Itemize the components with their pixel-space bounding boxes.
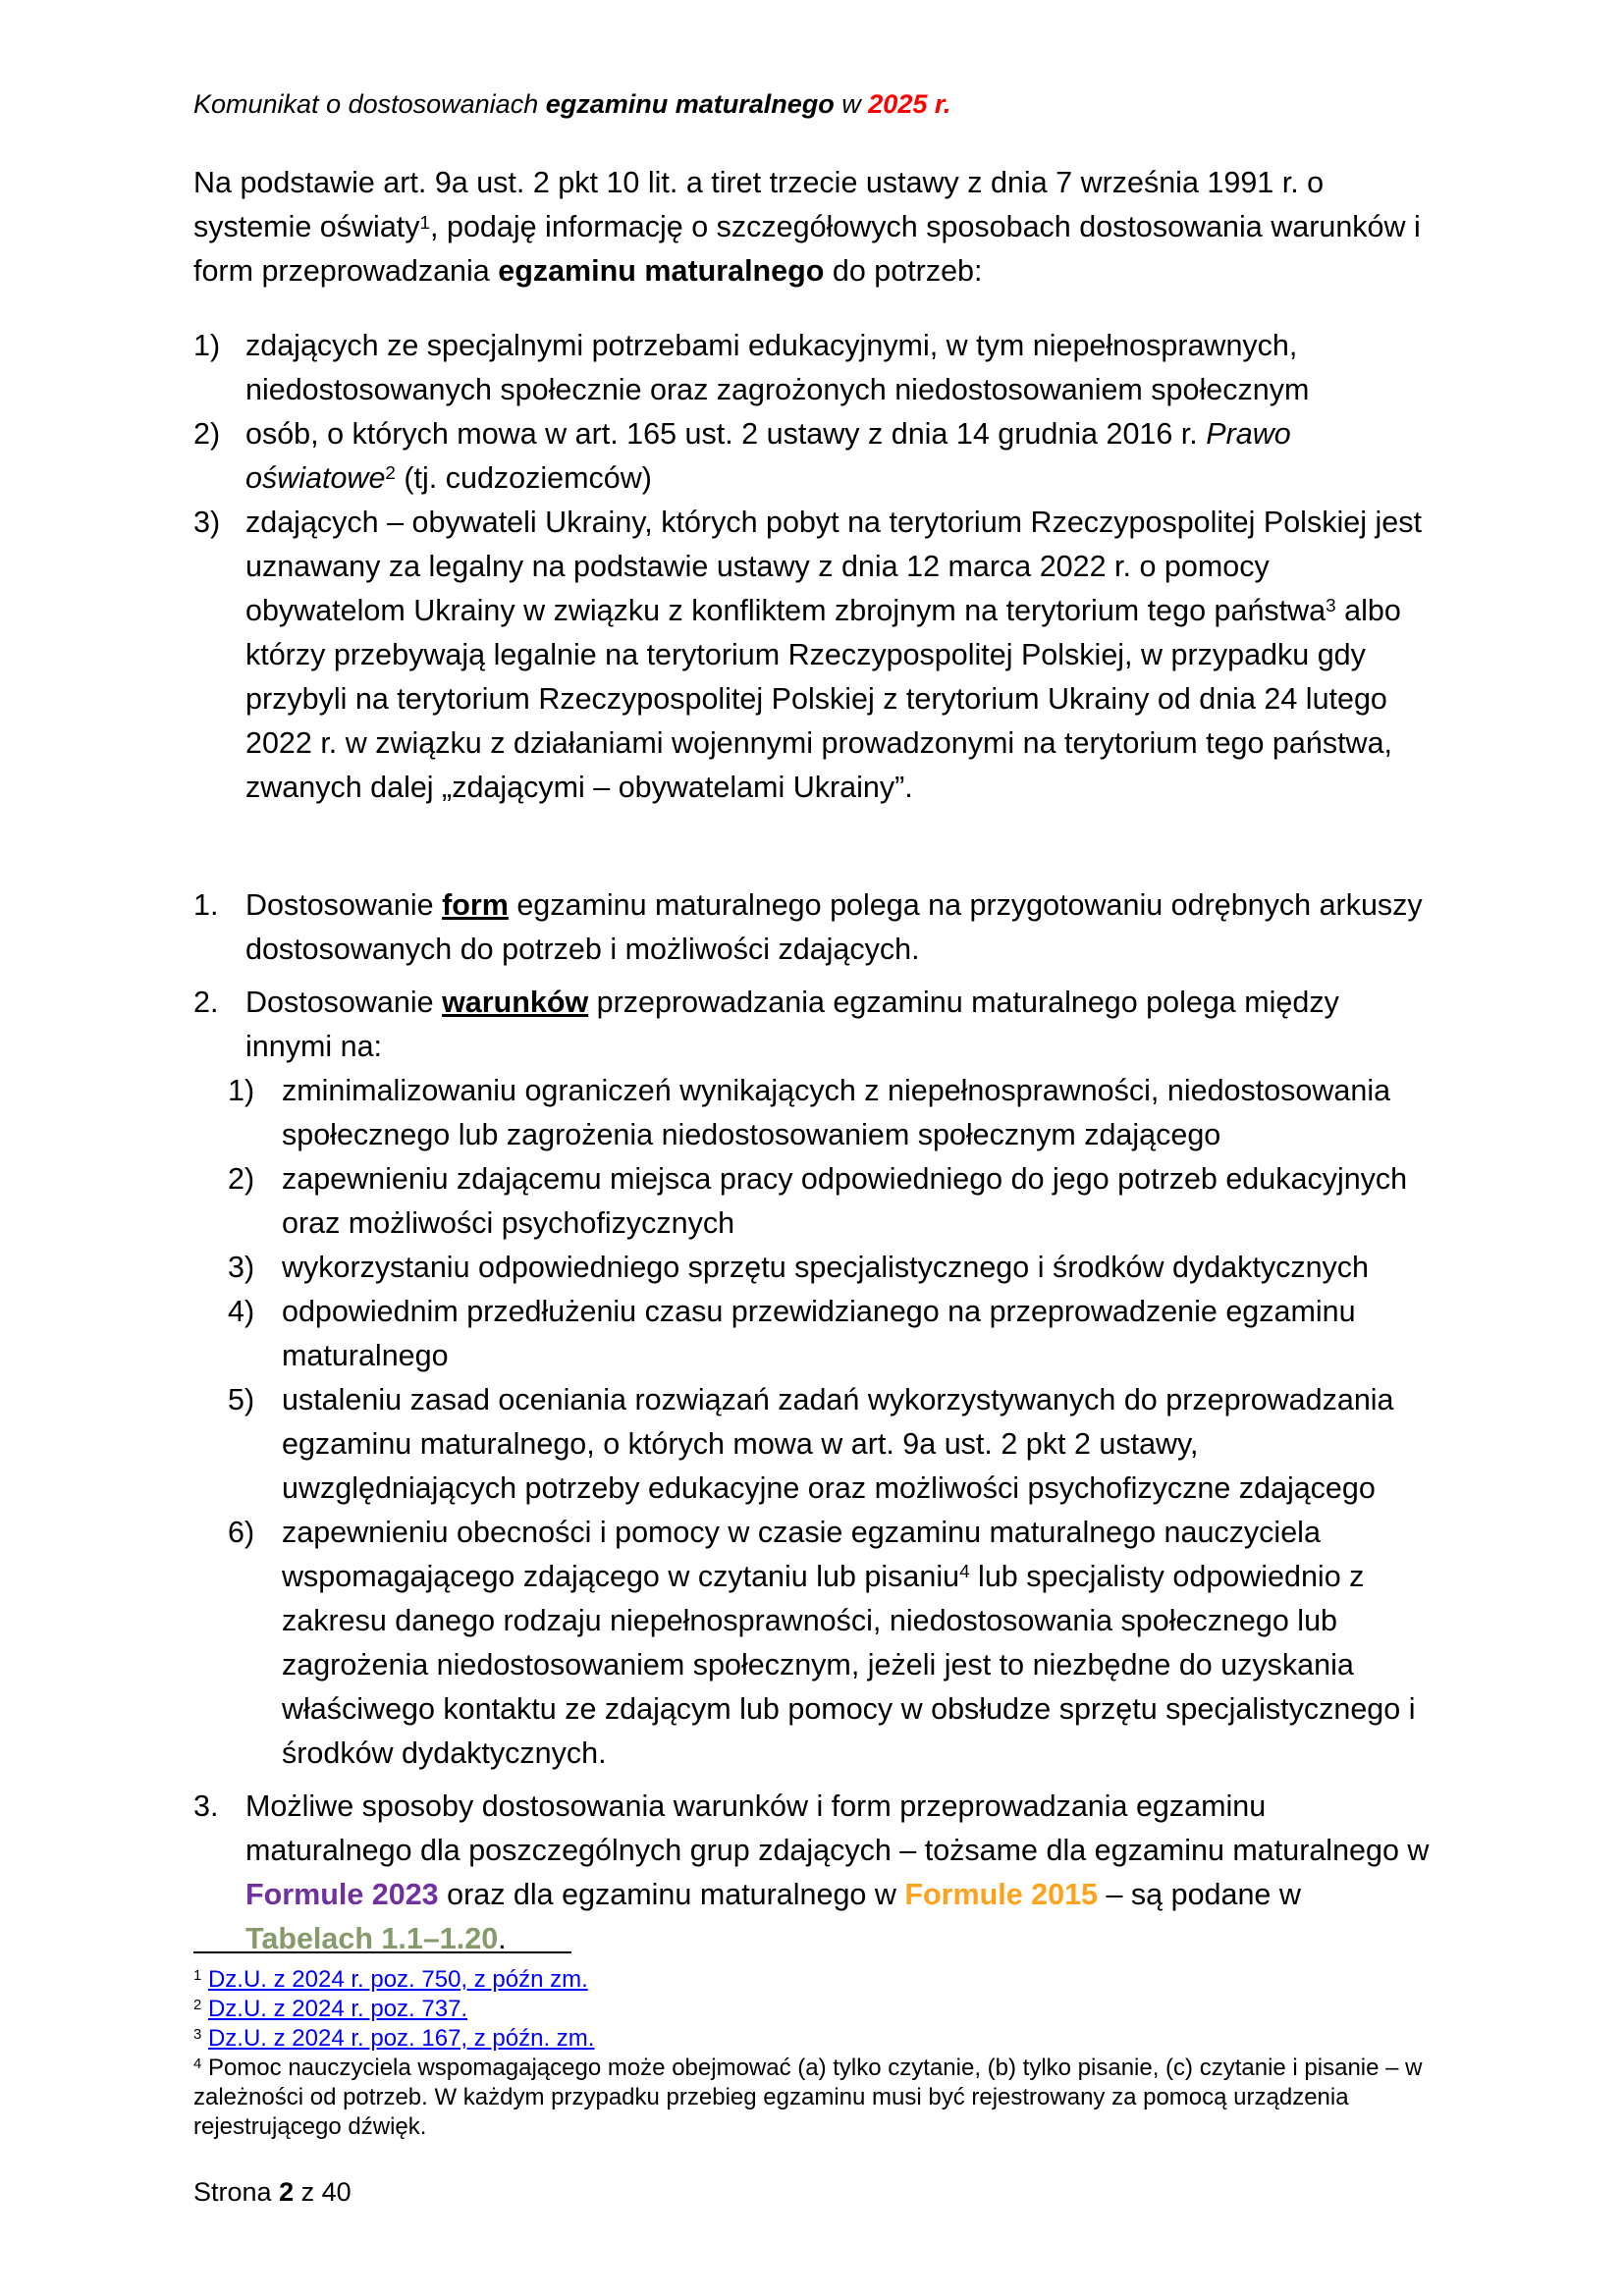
section-item-3 — [193, 1785, 1431, 1961]
emphasis-form: form — [442, 887, 509, 922]
law-title-italic: Prawo oświatowe — [245, 416, 1291, 495]
footnote-2 — [193, 1995, 1431, 2024]
text-segment: lub specjalisty odpowiednio z zakresu danego rodzaju niepełnosprawności, niedostosowania społecznego lub zagrożenia niedostosowaniem społecznym, jeżeli jest to niezbędne do uzyskania właściwego kontaktu ze zdającym lub pomocy w obsłudze sprzętu specjalistycznego i środków dydaktycznych. — [282, 1559, 1416, 1770]
list-marker: 2) — [228, 1161, 255, 1196]
footnote-text: Pomoc nauczyciela wspomagającego może obejmować (a) tylko czytanie, (b) tylko pisanie, (c) czytanie i pisanie – w zależności od potrzeb. W każdym przypadku przebieg egzaminu musi być rejestrowany za pomocą urządzenia rejestrującego dźwięk. — [193, 2055, 1423, 2140]
list-marker: 6) — [228, 1515, 255, 1549]
footnote-ref-4: 4 — [959, 1562, 970, 1582]
sub-item-1 — [228, 1069, 1431, 1157]
list-marker: 3) — [228, 1250, 255, 1284]
text-segment: Możliwe sposoby dostosowania warunków i form przeprowadzania egzaminu maturalnego dla poszczególnych grup zdających – tożsame dla egzaminu maturalnego w — [245, 1789, 1430, 1867]
header-year: 2025 r. — [868, 89, 951, 119]
section-text — [245, 981, 1431, 1069]
footnote-4 — [193, 2054, 1431, 2142]
list-marker: 3. — [193, 1789, 219, 1823]
sub-item-4 — [228, 1290, 1431, 1378]
list-item-text — [245, 501, 1431, 810]
document-header — [193, 86, 1431, 122]
footnote-separator — [193, 1951, 571, 1953]
intro-paragraph — [193, 161, 1431, 294]
text-segment: osób, o których mowa w art. 165 ust. 2 ustawy z dnia 14 grudnia 2016 r. — [245, 416, 1207, 451]
groups-list — [193, 324, 1431, 810]
formula-2023-label: Formule 2023 — [245, 1877, 439, 1911]
text-segment: do potrzeb: — [824, 254, 983, 288]
list-marker: 3) — [193, 505, 221, 539]
footnote-number: 2 — [193, 1998, 202, 2014]
list-marker: 2. — [193, 985, 219, 1019]
sub-item-3 — [228, 1246, 1431, 1290]
list-item-text — [282, 1511, 1431, 1776]
section-item-1 — [193, 883, 1431, 972]
list-item-group-2 — [193, 412, 1431, 501]
sub-item-6 — [228, 1511, 1431, 1776]
text-segment: albo którzy przebywają legalnie na terytorium Rzeczypospolitej Polskiej, w przypadku gdy przybyli na terytorium Rzeczypospolitej Polskiej z terytorium Ukrainy od dnia 24 lutego 2022 r. w związku z działaniami wojennymi prowadzonymi na terytorium tego państwa, zwanych dalej „zdającymi – obywatelami Ukrainy”. — [245, 593, 1401, 804]
footnote-ref-1: 1 — [419, 212, 431, 234]
list-item-group-1 — [193, 324, 1431, 412]
text-segment: – są podane w — [1098, 1877, 1301, 1911]
text-segment: egzaminu maturalnego polega na przygotowaniu odrębnych arkuszy dostosowanych do potrzeb i możliwości zdających. — [245, 887, 1423, 966]
page-number: 2 — [279, 2177, 295, 2207]
text-segment: , podaję informację o szczegółowych sposobach dostosowania warunków i form przeprowadzania — [193, 210, 1421, 288]
list-item-text: zminimalizowaniu ograniczeń wynikających z niepełnosprawności, niedostosowania społecznego lub zagrożenia niedostosowaniem społecznym zdającego — [282, 1073, 1391, 1151]
footnote-3 — [193, 2024, 1431, 2054]
footnote-number: 4 — [193, 2056, 202, 2073]
footnote-1 — [193, 1965, 1431, 1995]
text-segment: oraz dla egzaminu maturalnego w — [438, 1877, 905, 1911]
list-marker: 1) — [228, 1073, 255, 1107]
footnotes-section — [193, 1951, 1431, 2142]
list-marker: 5) — [228, 1382, 255, 1416]
footnote-ref-3: 3 — [1326, 596, 1336, 616]
text-segment: Dostosowanie — [245, 887, 443, 922]
text-segment: zdających – obywateli Ukrainy, których pobyt na terytorium Rzeczypospolitej Polskiej jest uznawany za legalny na podstawie ustawy z dnia 12 marca 2022 r. o pomocy obywatelom Ukrainy w związku z konfliktem zbrojnym na terytorium tego państwa — [245, 505, 1422, 627]
header-middle: w — [834, 89, 869, 119]
header-prefix: Komunikat o dostosowaniach — [193, 89, 546, 119]
list-marker: 4) — [228, 1294, 255, 1328]
emphasis-warunkow: warunków — [442, 985, 589, 1019]
sub-item-5 — [228, 1378, 1431, 1511]
text-segment: . — [498, 1921, 507, 1955]
section-text — [245, 1785, 1431, 1961]
footnote-number: 1 — [193, 1968, 202, 1985]
header-exam-name: egzaminu maturalnego — [545, 89, 835, 119]
tables-range-label: Tabelach 1.1–1.20 — [245, 1921, 499, 1955]
list-item-text: wykorzystaniu odpowiedniego sprzętu specjalistycznego i środków dydaktycznych — [282, 1250, 1370, 1284]
footnote-link-3[interactable]: Dz.U. z 2024 r. poz. 167, z późn. zm. — [207, 2025, 595, 2052]
footnote-number: 3 — [193, 2027, 202, 2044]
list-marker: 1. — [193, 887, 219, 922]
page-content — [193, 0, 1431, 1961]
list-item-text: ustaleniu zasad oceniania rozwiązań zadań wykorzystywanych do przeprowadzania egzaminu maturalnego, o których mowa w art. 9a ust. 2 pkt 2 ustawy, uwzględniających potrzeby edukacyjne oraz możliwości psychofizyczne zdającego — [282, 1382, 1394, 1505]
list-item-text: odpowiednim przedłużeniu czasu przewidzianego na przeprowadzenie egzaminu maturalnego — [282, 1294, 1356, 1372]
page-footer — [193, 2177, 352, 2208]
exam-name-bold: egzaminu maturalnego — [498, 254, 825, 288]
formula-2015-label: Formule 2015 — [904, 1877, 1099, 1911]
sub-item-2 — [228, 1157, 1431, 1246]
list-item-group-3 — [193, 501, 1431, 810]
list-marker: 2) — [193, 416, 221, 451]
footer-total: z 40 — [294, 2177, 352, 2207]
sections-list — [193, 883, 1431, 1961]
section-item-2 — [193, 981, 1431, 1069]
text-segment: Dostosowanie — [245, 985, 443, 1019]
section-text — [245, 883, 1431, 972]
footnote-ref-2: 2 — [385, 463, 396, 484]
list-item-text: zdających ze specjalnymi potrzebami edukacyjnymi, w tym niepełnosprawnych, niedostosowanych społecznie oraz zagrożonych niedostosowaniem społecznym — [245, 328, 1310, 406]
text-segment: zapewnieniu obecności i pomocy w czasie egzaminu maturalnego nauczyciela wspomagającego zdającego w czytaniu lub pisaniu — [282, 1515, 1321, 1593]
footer-label: Strona — [193, 2177, 280, 2207]
list-item-text: zapewnieniu zdającemu miejsca pracy odpowiedniego do jego potrzeb edukacyjnych oraz możliwości psychofizycznych — [282, 1161, 1408, 1240]
list-item-text — [245, 412, 1431, 501]
text-segment: przeprowadzania egzaminu maturalnego polega między innymi na: — [245, 985, 1339, 1063]
footnote-link-2[interactable]: Dz.U. z 2024 r. poz. 737. — [207, 1996, 468, 2022]
footnote-link-1[interactable]: Dz.U. z 2024 r. poz. 750, z późn zm. — [207, 1966, 588, 1993]
text-segment: Na podstawie art. 9a ust. 2 pkt 10 lit. a tiret trzecie ustawy z dnia 7 września 1991 r. o systemie oświaty — [193, 166, 1325, 243]
conditions-sublist — [228, 1069, 1431, 1776]
text-segment: (tj. cudzoziemców) — [395, 460, 652, 495]
list-marker: 1) — [193, 328, 221, 362]
